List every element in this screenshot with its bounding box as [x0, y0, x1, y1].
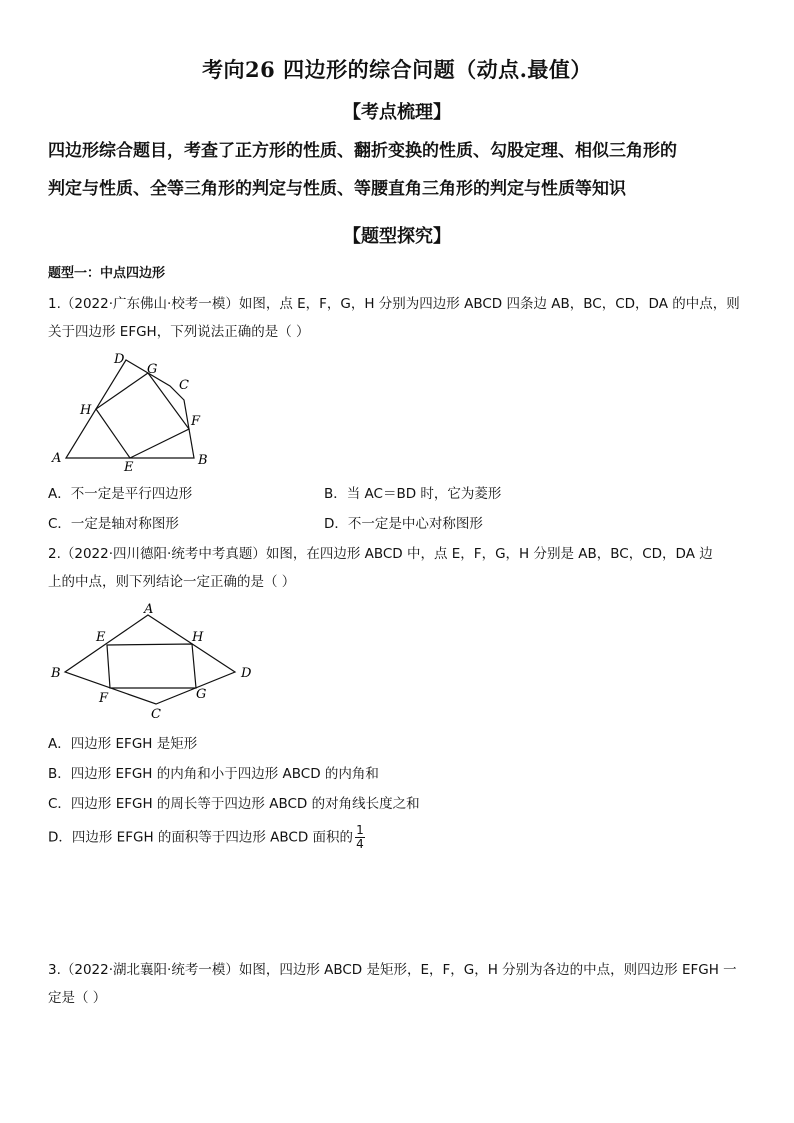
question-2-line-1: 2.（2022·四川德阳·统考中考真题）如图，在四边形 ABCD 中，点 E，F，G，H 分别是 AB，BC，CD，DA 边 — [48, 546, 713, 562]
label-g: G — [196, 687, 207, 702]
page-title: 考向26 四边形的综合问题（动点.最值） — [202, 57, 592, 82]
question-1-option-d: D．不一定是中心对称图形 — [324, 516, 483, 532]
question-1-option-c: C．一定是轴对称图形 — [48, 516, 179, 532]
label-f: F — [99, 691, 109, 706]
label-a: A — [52, 451, 62, 466]
label-b: B — [51, 666, 61, 681]
fraction-denominator: 4 — [356, 837, 364, 851]
question-1-option-a: A．不一定是平行四边形 — [48, 486, 193, 502]
question-2-figure — [44, 598, 264, 723]
label-d: D — [241, 666, 252, 681]
label-e: E — [96, 630, 106, 645]
question-type-heading: 题型一：中点四边形 — [48, 266, 166, 281]
label-e: E — [124, 460, 134, 475]
label-b: B — [198, 453, 208, 468]
question-3-stem — [48, 956, 748, 1012]
intro-line-2: 判定与性质、全等三角形的判定与性质、等腰直角三角形的判定与性质等知识 — [48, 179, 626, 199]
label-c: C — [179, 378, 189, 393]
label-f: F — [191, 414, 201, 429]
question-2-option-c: C．四边形 EFGH 的周长等于四边形 ABCD 的对角线长度之和 — [48, 796, 420, 812]
intro-paragraph — [48, 132, 748, 208]
label-a: A — [144, 602, 154, 617]
label-h: H — [80, 403, 92, 418]
question-1-stem — [48, 290, 748, 346]
fraction-numerator: 1 — [356, 823, 364, 837]
question-2-option-a: A．四边形 EFGH 是矩形 — [48, 736, 198, 752]
label-d: D — [114, 352, 125, 367]
question-2-option-b: B．四边形 EFGH 的内角和小于四边形 ABCD 的内角和 — [48, 766, 379, 782]
question-1-line-2: 关于四边形 EFGH，下列说法正确的是（ ） — [48, 324, 310, 340]
question-2-stem — [48, 540, 748, 596]
question-3-line-1: 3.（2022·湖北襄阳·统考一模）如图，四边形 ABCD 是矩形，E，F，G，H 分别为各边的中点，则四边形 EFGH 一 — [48, 962, 737, 978]
question-2-option-d — [48, 824, 365, 851]
label-h: H — [192, 630, 204, 645]
section-heading-question-types: 【题型探究】 — [343, 226, 451, 247]
section-heading-key-points: 【考点梳理】 — [343, 102, 451, 123]
quadrilateral-efgh — [107, 644, 196, 688]
fraction-one-quarter — [355, 824, 365, 851]
question-1-option-b: B．当 AC＝BD 时，它为菱形 — [324, 486, 502, 502]
intro-line-1: 四边形综合题目，考查了正方形的性质、翻折变换的性质、勾股定理、相似三角形的 — [48, 141, 677, 161]
question-2-line-2: 上的中点，则下列结论一定正确的是（ ） — [48, 574, 296, 590]
question-3-line-2: 定是（ ） — [48, 990, 107, 1006]
label-c: C — [151, 707, 161, 722]
question-1-figure — [44, 348, 224, 476]
question-2-option-d-text: D．四边形 EFGH 的面积等于四边形 ABCD 面积的 — [48, 829, 354, 846]
question-1-line-1: 1.（2022·广东佛山·校考一模）如图，点 E，F，G，H 分别为四边形 ABCD 四条边 AB，BC，CD，DA 的中点，则 — [48, 296, 740, 312]
quadrilateral-abcd — [65, 615, 235, 704]
label-g: G — [147, 362, 158, 377]
